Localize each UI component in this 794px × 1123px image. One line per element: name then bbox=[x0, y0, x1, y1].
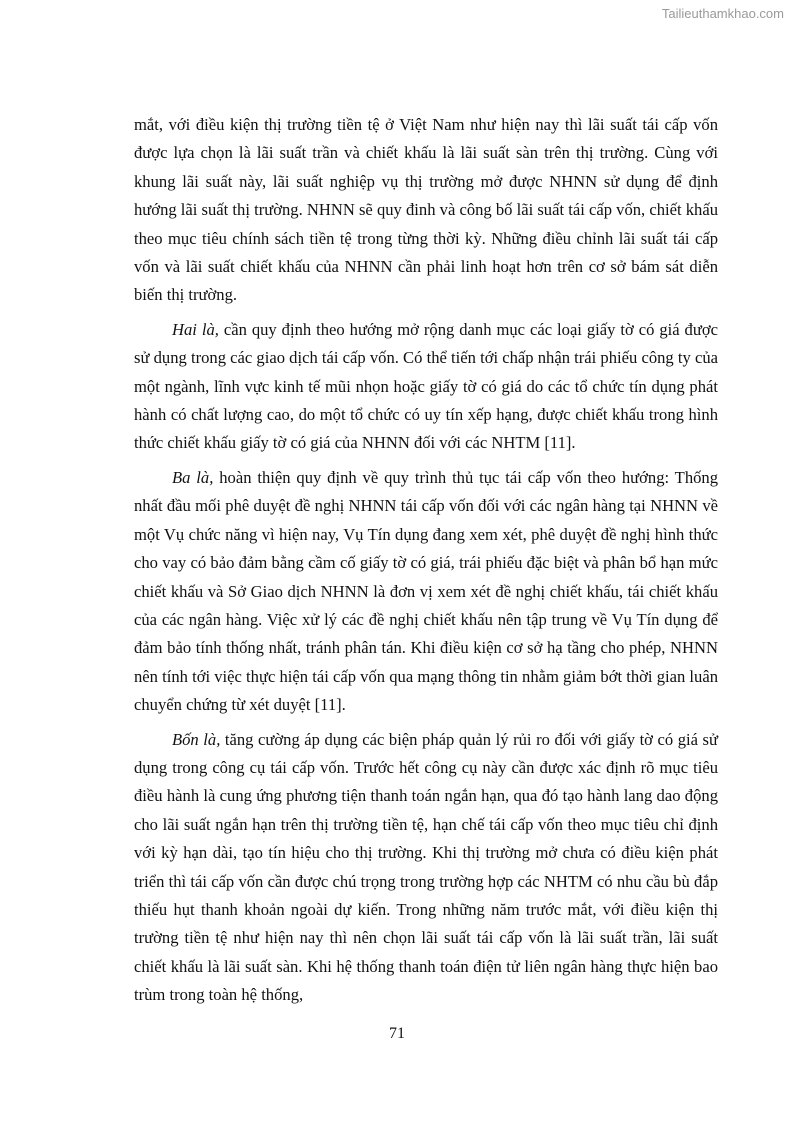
paragraph-lead: Bốn là, bbox=[172, 729, 221, 749]
document-body bbox=[134, 111, 718, 1016]
paragraph-continuation bbox=[134, 111, 718, 310]
paragraph-lead: Ba là, bbox=[172, 467, 214, 487]
paragraph-text: tăng cường áp dụng các biện pháp quản lý rủi ro đối với giấy tờ có giá sử dụng trong công cụ tái cấp vốn. Trước hết công cụ này cần được xác định rõ mục tiêu điều hành là cung ứng phương tiện thanh toán ngắn hạn, qua đó tạo hành lang dao động cho lãi suất ngắn hạn trên thị trường tiền tệ, hạn chế tái cấp vốn theo mục tiêu chỉ định với kỳ hạn dài, tạo tín hiệu cho thị trường. Khi thị trường mở chưa có điều kiện phát triển thì tái cấp vốn cần được chú trọng trong trường hợp các NHTM có nhu cầu bù đắp thiếu hụt thanh khoản ngoài dự kiến. Trong những năm trước mắt, với điều kiện thị trường tiền tệ như hiện nay thì nên chọn lãi suất tái cấp vốn là lãi suất trần, lãi suất chiết khấu là lãi suất sàn. Khi hệ thống thanh toán điện tử liên ngân hàng thực hiện bao trùm trong toàn hệ thống, bbox=[134, 729, 718, 1005]
paragraph-text: hoàn thiện quy định về quy trình thủ tục tái cấp vốn theo hướng: Thống nhất đầu mối phê duyệt đề nghị NHNN tái cấp vốn đối với các ngân hàng tại NHNN về một Vụ chức năng vì hiện nay, Vụ Tín dụng đang xem xét, phê duyệt đề nghị hình thức cho vay có bảo đảm bằng cầm cố giấy tờ có giá, trái phiếu đặc biệt và phân bổ hạn mức chiết khấu và Sở Giao dịch NHNN là đơn vị xem xét đề nghị chiết khấu, tái chiết khấu của các ngân hàng. Việc xử lý các đề nghị chiết khấu nên tập trung về Vụ Tín dụng để đảm bảo tính thống nhất, tránh phân tán. Khi điều kiện cơ sở hạ tầng cho phép, NHNN nên tính tới việc thực hiện tái cấp vốn qua mạng thông tin nhằm giảm bớt thời gian luân chuyển chứng từ xét duyệt [11]. bbox=[134, 467, 719, 715]
paragraph-lead: Hai là, bbox=[172, 319, 219, 339]
paragraph-text: cần quy định theo hướng mở rộng danh mục các loại giấy tờ có giá được sử dụng trong các giao dịch tái cấp vốn. Có thể tiến tới chấp nhận trái phiếu công ty của một ngành, lĩnh vực kinh tế mũi nhọn hoặc giấy tờ có giá do các tổ chức tín dụng phát hành có chất lượng cao, do một tổ chức có uy tín xếp hạng, được chiết khấu trong hình thức chiết khấu giấy tờ có giá của NHNN đối với các NHTM [11]. bbox=[134, 319, 718, 453]
page-number: 71 bbox=[389, 1025, 405, 1042]
watermark: Tailieuthamkhao.com bbox=[661, 6, 784, 21]
paragraph-ba-la bbox=[134, 464, 718, 720]
paragraph-text: mắt, với điều kiện thị trường tiền tệ ở Việt Nam như hiện nay thì lãi suất tái cấp vốn được lựa chọn là lãi suất trần và chiết khấu là lãi suất sàn trên thị trường. Cùng với khung lãi suất này, lãi suất nghiệp vụ thị trường mở được NHNN sử dụng để định hướng lãi suất thị trường. NHNN sẽ quy đinh và công bố lãi suất tái cấp vốn, chiết khấu theo mục tiêu chính sách tiền tệ trong từng thời kỳ. Những điều chỉnh lãi suất tái cấp vốn và lãi suất chiết khấu của NHNN cần phải linh hoạt hơn trên cơ sở bám sát diễn biến thị trường. bbox=[134, 115, 718, 305]
paragraph-bon-la bbox=[134, 726, 718, 1010]
paragraph-hai-la bbox=[134, 316, 718, 458]
